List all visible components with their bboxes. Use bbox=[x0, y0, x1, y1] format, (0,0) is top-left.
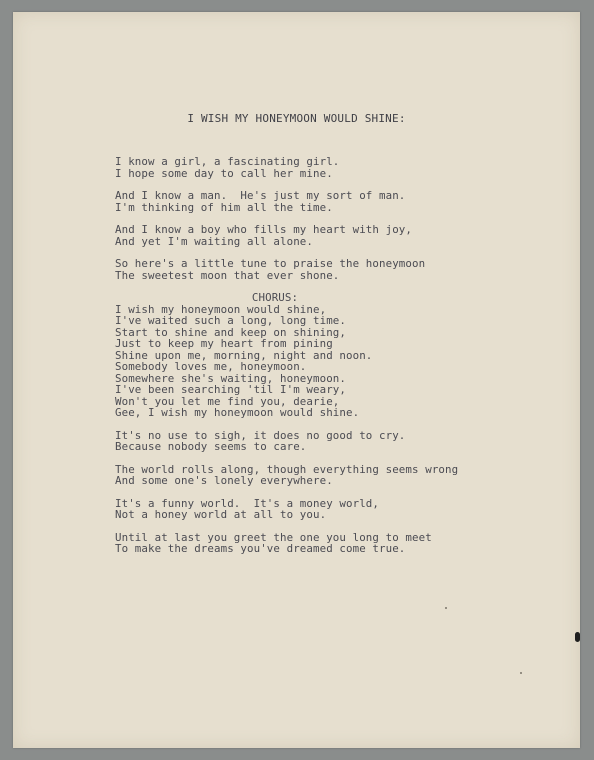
paper-speck bbox=[520, 672, 522, 674]
song-title: I WISH MY HONEYMOON WOULD SHINE: bbox=[187, 112, 406, 125]
chorus-line: Somebody loves me, honeymoon. bbox=[115, 360, 307, 373]
chorus-line: Somewhere she's waiting, honeymoon. bbox=[115, 371, 347, 385]
chorus-line: Just to keep my heart from pining bbox=[115, 337, 333, 350]
chorus-label: CHORUS: bbox=[251, 291, 299, 304]
chorus-line: I've waited such a long, long time. bbox=[115, 314, 347, 327]
lyric-line: And some one's lonely everywhere. bbox=[115, 474, 333, 487]
lyric-line: Not a honey world at all to you. bbox=[115, 508, 327, 521]
typewritten-page bbox=[13, 12, 580, 748]
lyric-line: It's a funny world. It's a money world, bbox=[115, 496, 380, 510]
lyric-line: Because nobody seems to care. bbox=[115, 440, 307, 453]
lyric-line: Until at last you greet the one you long to meet bbox=[115, 530, 432, 544]
lyric-line: I hope some day to call her mine. bbox=[115, 166, 333, 180]
verse-stanza bbox=[115, 190, 555, 213]
chorus-line: Gee, I wish my honeymoon would shine. bbox=[115, 406, 360, 419]
lyric-line: And yet I'm waiting all alone. bbox=[115, 234, 314, 248]
lyric-line: It's no use to sigh, it does no good to cry. bbox=[115, 428, 406, 442]
verse-stanza bbox=[115, 430, 555, 453]
lyric-line: I'm thinking of him all the time. bbox=[115, 200, 333, 214]
lyric-line: The sweetest moon that ever shone. bbox=[115, 268, 340, 282]
lyric-line: And I know a man. He's just my sort of man. bbox=[115, 189, 406, 202]
chorus-line: I wish my honeymoon would shine, bbox=[115, 302, 327, 316]
chorus-line: Won't you let me find you, dearie, bbox=[115, 394, 340, 408]
chorus-line: Shine upon me, morning, night and noon. bbox=[115, 348, 373, 362]
lyric-line: The world rolls along, though everything seems wrong bbox=[115, 462, 459, 476]
verse-stanza bbox=[115, 156, 555, 179]
lyric-line: To make the dreams you've dreamed come true. bbox=[115, 542, 406, 555]
lyrics-body bbox=[115, 156, 555, 566]
paper-speck bbox=[445, 607, 447, 609]
lyric-line: And I know a boy who fills my heart with joy, bbox=[115, 223, 413, 236]
verse-stanza bbox=[115, 498, 555, 521]
verse-stanza bbox=[115, 224, 555, 247]
verse-stanza bbox=[115, 258, 555, 281]
binder-hole bbox=[575, 632, 580, 642]
chorus-stanza bbox=[115, 292, 555, 419]
lyric-line: I know a girl, a fascinating girl. bbox=[115, 155, 340, 168]
verse-stanza bbox=[115, 532, 555, 555]
chorus-line: I've been searching 'til I'm weary, bbox=[115, 383, 347, 396]
chorus-line: Start to shine and keep on shining, bbox=[115, 325, 347, 339]
verse-stanza bbox=[115, 464, 555, 487]
lyric-line: So here's a little tune to praise the honeymoon bbox=[115, 257, 426, 270]
